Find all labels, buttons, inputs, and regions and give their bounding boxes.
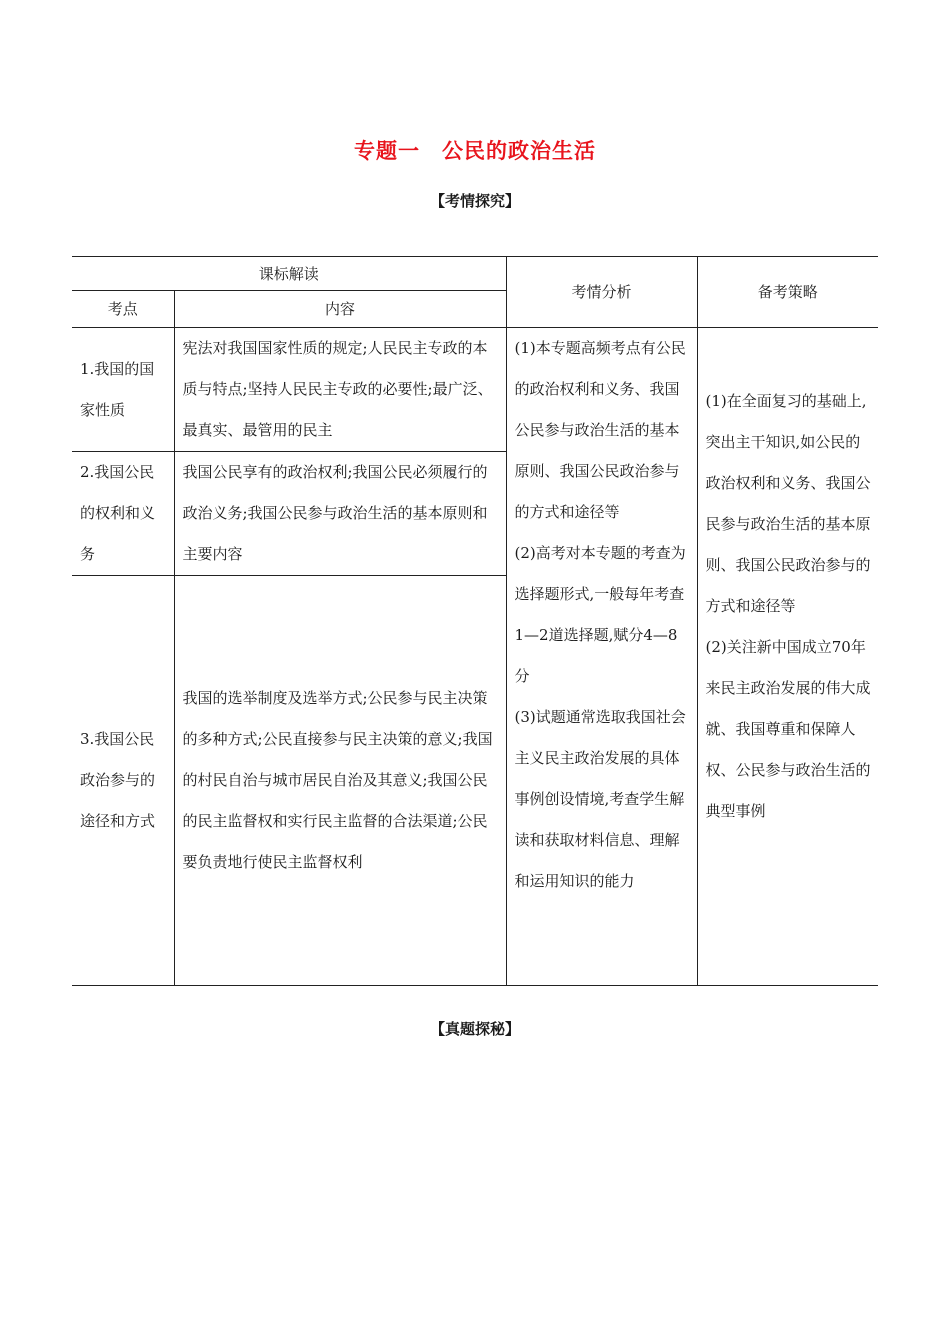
title-part-1: 专题一: [354, 139, 420, 163]
header-content: 内容: [174, 291, 506, 328]
section-heading-exam-analysis: 【考情探究】: [429, 192, 520, 210]
row-1-point: 1.我国的国家性质: [72, 328, 174, 452]
analysis-cell: [506, 328, 697, 986]
strategy-cell: [697, 328, 878, 986]
analysis-item-3: (3)试题通常选取我国社会主义民主政治发展的具体事例创设情境,考查学生解读和获取材料信息、理解和运用知识的能力: [514, 708, 686, 890]
header-strategy: 备考策略: [697, 257, 878, 328]
title-part-2: 公民的政治生活: [442, 139, 596, 163]
row-3-content: 我国的选举制度及选举方式;公民参与民主决策的多种方式;公民直接参与民主决策的意义;我国的村民自治与城市居民自治及其意义;我国公民的民主监督权和实行民主监督的合法渠道;公民要负责地行使民主监督权利: [174, 576, 506, 986]
document-title: [0, 135, 950, 165]
row-1-content: 宪法对我国国家性质的规定;人民民主专政的本质与特点;坚持人民民主专政的必要性;最广泛、最真实、最管用的民主: [174, 328, 506, 452]
row-2-point: 2.我国公民的权利和义务: [72, 452, 174, 576]
row-3-point: 3.我国公民政治参与的途径和方式: [72, 576, 174, 986]
analysis-item-1: (1)本专题高频考点有公民的政治权利和义务、我国公民参与政治生活的基本原则、我国公民政治参与的方式和途径等: [514, 339, 686, 521]
analysis-item-2: (2)高考对本专题的考查为选择题形式,一般每年考查1—2道选择题,赋分4—8分: [514, 544, 686, 685]
header-curriculum: 课标解读: [72, 257, 506, 291]
header-analysis: 考情分析: [506, 257, 697, 328]
curriculum-table: [72, 256, 878, 986]
row-2-content: 我国公民享有的政治权利;我国公民必须履行的政治义务;我国公民参与政治生活的基本原则和主要内容: [174, 452, 506, 576]
section-heading-real-questions: 【真题探秘】: [429, 1020, 520, 1038]
strategy-item-1: (1)在全面复习的基础上,突出主干知识,如公民的政治权利和义务、我国公民参与政治生活的基本原则、我国公民政治参与的方式和途径等: [705, 392, 871, 615]
header-point: 考点: [72, 291, 174, 328]
strategy-item-2: (2)关注新中国成立70年来民主政治发展的伟大成就、我国尊重和保障人权、公民参与政治生活的典型事例: [705, 638, 871, 820]
